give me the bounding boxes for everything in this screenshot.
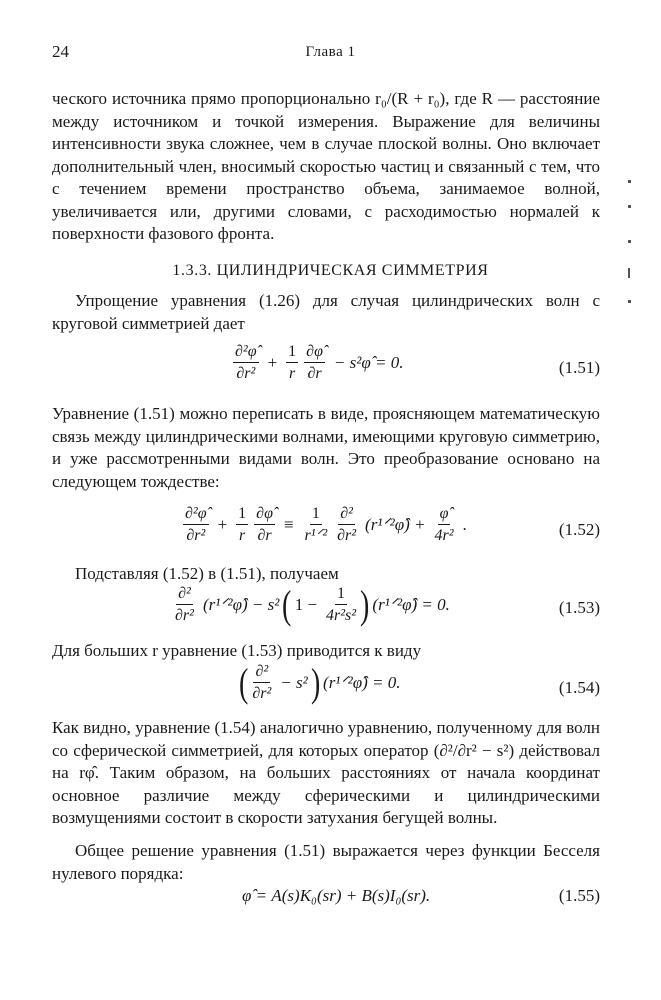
equation-1-54	[52, 658, 600, 718]
eq51-number: (1.51)	[558, 358, 600, 377]
eq52-number: (1.52)	[558, 520, 600, 539]
eq54-right: (r¹ᐟ²φ̂) = 0.	[323, 672, 401, 692]
equation-1-51	[52, 338, 600, 398]
eq51-plus: +	[267, 352, 278, 372]
eq53-close: )	[360, 581, 370, 627]
eq53-left: (r¹ᐟ²φ̂) − s²	[202, 594, 280, 614]
eq54-open: (	[238, 659, 249, 705]
section-heading: 1.3.3. ЦИЛИНДРИЧЕСКАЯ СИММЕТРИЯ	[172, 262, 489, 279]
eq52-one-b: 1	[310, 504, 322, 525]
eq52-den1: ∂r²	[186, 527, 206, 544]
eq55-number: (1.55)	[558, 886, 600, 905]
eq53-number: (1.53)	[558, 598, 600, 617]
eq51-num2: ∂φ̂	[304, 342, 325, 363]
eq52-one: 1	[236, 504, 248, 525]
eq54-number: (1.54)	[558, 678, 600, 697]
eq52-d2: ∂²	[338, 504, 355, 525]
eq51-den1: ∂r²	[236, 365, 256, 382]
eq52-end: .	[462, 514, 467, 534]
eq52-num2: ∂φ̂	[254, 504, 275, 525]
page-number: 24	[52, 42, 69, 61]
paragraph-simplification: Упрощение уравнения (1.26) для случая цилиндрических волн с круговой симметрией дает	[52, 291, 600, 333]
eq54-minus-s2: − s²	[280, 672, 308, 692]
eq52-den2: ∂r	[257, 527, 272, 544]
eq53-open: (	[282, 581, 292, 627]
equation-1-52	[52, 500, 600, 560]
eq54-close: )	[310, 659, 321, 705]
eq52-mid: (r¹ᐟ²φ̂) +	[365, 514, 426, 534]
eq51-r: r	[289, 365, 296, 382]
running-head: Глава 1	[305, 44, 356, 60]
paragraph-continuation: ческого источника прямо пропорционально r₀/(R + r₀), где R — расстояние между источником и точкой измерения. Выражение для величины интенсивности звука сложнее, чем в случае плоской волны. Оно включает дополнительный член, вносимый скоростью частиц и связанный с тем, что с течением времени пространство объема, занимаемое волной, увеличивается или, другими словами, с расходимостью нормалей к поверхности фазового фронта.	[52, 89, 600, 243]
scan-speck	[628, 180, 631, 183]
eq53-d2: ∂²	[176, 584, 193, 605]
paragraph-large-r: Для больших r уравнение (1.53) приводится к виду	[52, 641, 422, 660]
paragraph-analogy: Как видно, уравнение (1.54) аналогично уравнению, полученному для волн со сферической симметрией, для которых оператор (∂²/∂r² − s²) действовал на rφ̂. Таким образом, на больших расстояниях от начала координат основное различие между сферическими и цилиндрическими возмущениями состоит в скорости затухания бегущей волны.	[52, 718, 600, 827]
eq53-one-minus: 1 −	[294, 594, 318, 614]
eq52-r-half: r¹ᐟ²	[304, 527, 328, 544]
eq51-one: 1	[286, 342, 298, 363]
eq51-num1: ∂²φ̂	[233, 342, 259, 363]
eq52-r: r	[239, 527, 246, 544]
eq55-body: φ̂ = A(s)K₀(sr) + B(s)I₀(sr).	[242, 886, 431, 905]
scan-speck	[628, 268, 630, 278]
paragraph-substituting: Подставляя (1.52) в (1.51), получаем	[75, 564, 339, 583]
scan-speck	[628, 205, 631, 208]
eq52-num1: ∂²φ̂	[183, 504, 209, 525]
scan-speck	[628, 300, 631, 303]
eq52-phi: φ̂	[438, 504, 451, 525]
eq52-plus: +	[217, 514, 228, 534]
eq54-dr2: ∂r²	[252, 685, 272, 702]
eq52-dr2: ∂r²	[337, 527, 357, 544]
eq51-den2: ∂r	[307, 365, 322, 382]
eq54-d2: ∂²	[253, 662, 270, 683]
paragraph-rewrite: Уравнение (1.51) можно переписать в виде, проясняющем математическую связь между цилиндрическими волнами, имеющими круговую симметрию, и уже рассмотренными видами волн. Это преобразование основано на следующем тождестве:	[52, 404, 600, 491]
eq53-dr2: ∂r²	[175, 607, 194, 624]
equation-1-55	[52, 882, 600, 912]
paragraph-general-solution: Общее решение уравнения (1.51) выражается через функции Бесселя нулевого порядка:	[52, 841, 600, 883]
eq52-four-r2: 4r²	[434, 527, 454, 544]
equation-1-53	[52, 580, 600, 640]
scan-speck	[628, 240, 631, 243]
eq53-den: 4r²s²	[326, 607, 357, 624]
eq52-equiv: ≡	[283, 514, 294, 534]
eq51-tail: − s²φ̂ = 0.	[333, 352, 404, 372]
eq53-one: 1	[335, 584, 347, 605]
eq53-right: (r¹ᐟ²φ̂) = 0.	[372, 594, 450, 614]
